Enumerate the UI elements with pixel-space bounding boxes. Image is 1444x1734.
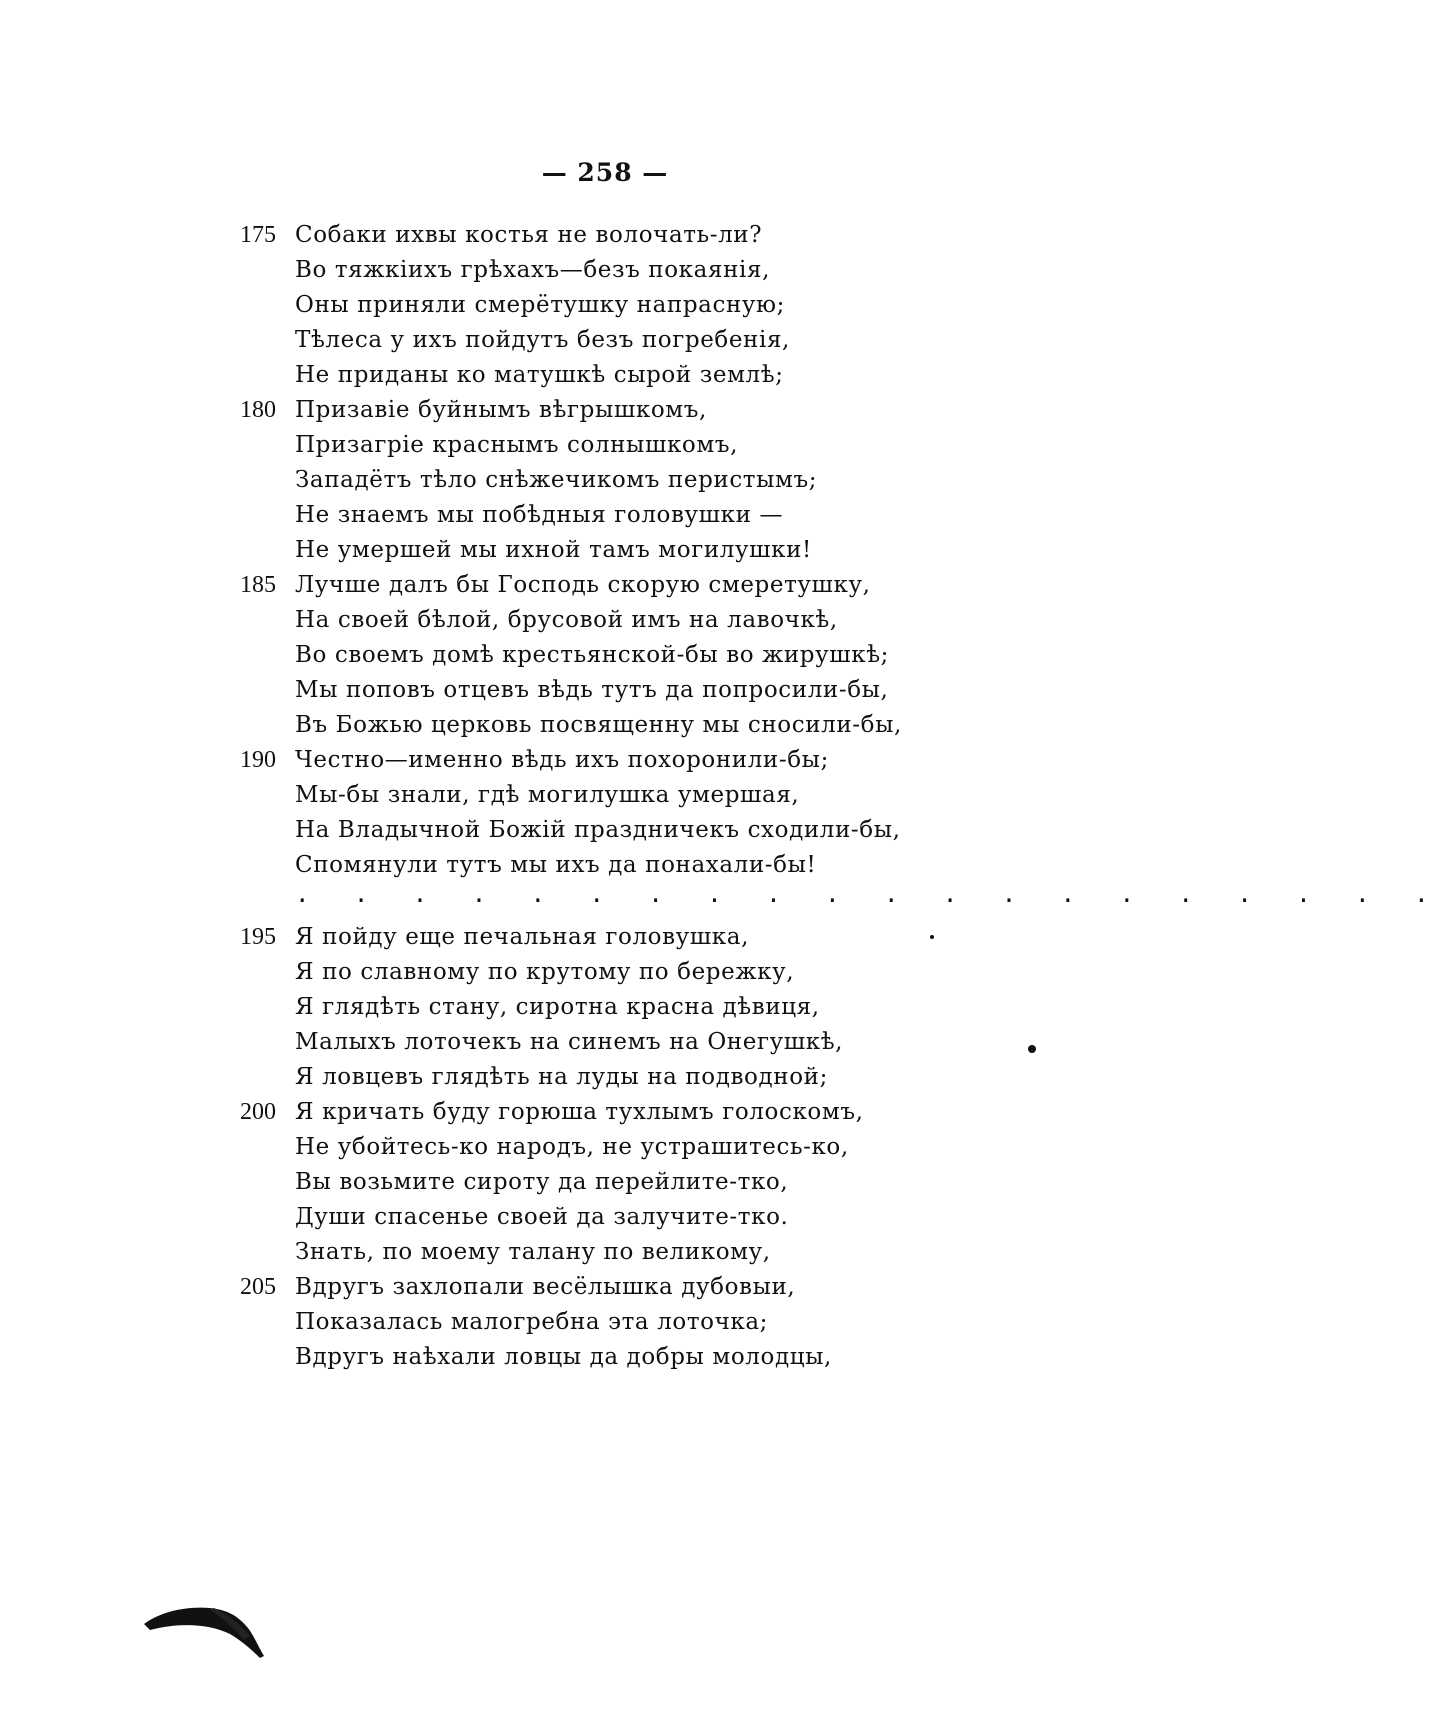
poem-line — [0, 1025, 1140, 1060]
line-text: Мы поповъ отцевъ вѣдь тутъ да попросили-бы, — [295, 677, 889, 703]
line-text: Не умершей мы ихной тамъ могилушки! — [295, 537, 812, 563]
poem-line — [0, 638, 1140, 673]
poem-line — [0, 603, 1140, 638]
line-text: На Владычной Божiй праздничекъ сходили-бы, — [295, 817, 901, 843]
line-number: 185 — [240, 572, 276, 598]
poem-line — [0, 673, 1140, 708]
line-text: На своей бѣлой, брусовой имъ на лавочкѣ, — [295, 607, 838, 633]
poem-line — [0, 288, 1140, 323]
line-text: Мы-бы знали, гдѣ могилушка умершая, — [295, 782, 800, 808]
line-text: Я ловцевъ глядѣть на луды на подводной; — [295, 1064, 828, 1090]
poem-line — [0, 1060, 1140, 1095]
poem-line — [0, 218, 1140, 253]
poem-line — [0, 920, 1140, 955]
line-text: Я по славному по крутому по бережку, — [295, 959, 795, 985]
line-text: Я глядѣть стану, сиротна красна дѣвиця, — [295, 994, 820, 1020]
line-text: Честно—именно вѣдь ихъ похоронили-бы; — [295, 747, 829, 773]
ellipsis-divider — [0, 880, 1444, 920]
line-text: Я пойду еще печальная головушка, — [295, 924, 749, 950]
line-number: 200 — [240, 1099, 276, 1125]
poem-line — [0, 1340, 1140, 1375]
poem-line — [0, 428, 1140, 463]
line-text: Собаки ихвы костья не волочать-ли? — [295, 222, 763, 248]
poem-line — [0, 358, 1140, 393]
poem-line — [0, 1270, 1140, 1305]
line-text: Тѣлеса у ихъ пойдутъ безъ погребенiя, — [295, 327, 790, 353]
line-text: Вдругъ наѣхали ловцы да добры молодцы, — [295, 1344, 832, 1370]
poem-line — [0, 778, 1140, 813]
line-text: Призагрiе краснымъ солнышкомъ, — [295, 432, 738, 458]
poem-line — [0, 498, 1140, 533]
line-text: Вдругъ захлопали весёлышка дубовыи, — [295, 1274, 796, 1300]
ink-speck — [930, 935, 934, 939]
poem-line — [0, 813, 1140, 848]
line-text: Знать, по моему талану по великому, — [295, 1239, 771, 1265]
ink-blot-icon — [140, 1590, 270, 1670]
line-number: 180 — [240, 397, 276, 423]
line-text: Спомянули тутъ мы ихъ да понахали-бы! — [295, 852, 817, 878]
line-number: 195 — [240, 924, 276, 950]
line-text: Души спасенье своей да залучите-тко. — [295, 1204, 789, 1230]
poem-line — [0, 1165, 1140, 1200]
page-number: — 258 — — [541, 158, 669, 187]
line-text: Западётъ тѣло снѣжечикомъ перистымъ; — [295, 467, 818, 493]
line-text: Я кричать буду горюша тухлымъ голоскомъ, — [295, 1099, 864, 1125]
line-text: Малыхъ лоточекъ на синемъ на Онегушкѣ, — [295, 1029, 844, 1055]
poem-line — [0, 1235, 1140, 1270]
line-number: 190 — [240, 747, 276, 773]
poem-line — [0, 1200, 1140, 1235]
poem-line — [0, 1130, 1140, 1165]
poem-line — [0, 1305, 1140, 1340]
poem-body — [0, 218, 1444, 1375]
line-text: Не знаемъ мы побѣдныя головушки — — [295, 502, 784, 528]
line-text: Показалась малогребна эта лоточка; — [295, 1309, 769, 1335]
line-text: Лучше далъ бы Господь скорую смеретушку, — [295, 572, 871, 598]
poem-line — [0, 990, 1140, 1025]
ink-speck — [1028, 1045, 1036, 1053]
line-text: Во своемъ домѣ крестьянской-бы во жирушкѣ; — [295, 642, 890, 668]
poem-line — [0, 568, 1140, 603]
line-text: Въ Божью церковь посвященну мы сносили-бы, — [295, 712, 902, 738]
poem-line — [0, 253, 1140, 288]
line-text: Призавiе буйнымъ вѣгрышкомъ, — [295, 397, 707, 423]
line-text: Не приданы ко матушкѣ сырой землѣ; — [295, 362, 784, 388]
ellipsis-dots: . . . . . . . . . . . . . . . . . . . . — [295, 880, 1444, 908]
poem-line — [0, 393, 1140, 428]
line-text: Не убойтесь-ко народъ, не устрашитесь-ко, — [295, 1134, 849, 1160]
poem-line — [0, 955, 1140, 990]
poem-line — [0, 1095, 1140, 1130]
poem-line — [0, 743, 1140, 778]
line-text: Оны приняли смерётушку напрасную; — [295, 292, 785, 318]
poem-line — [0, 533, 1140, 568]
line-number: 205 — [240, 1274, 276, 1300]
poem-line — [0, 708, 1140, 743]
poem-line — [0, 463, 1140, 498]
poem-line — [0, 323, 1140, 358]
line-text: Вы возьмите сироту да перейлите-тко, — [295, 1169, 789, 1195]
line-text: Во тяжкiихъ грѣхахъ—безъ покаянiя, — [295, 257, 770, 283]
line-number: 175 — [240, 222, 276, 248]
